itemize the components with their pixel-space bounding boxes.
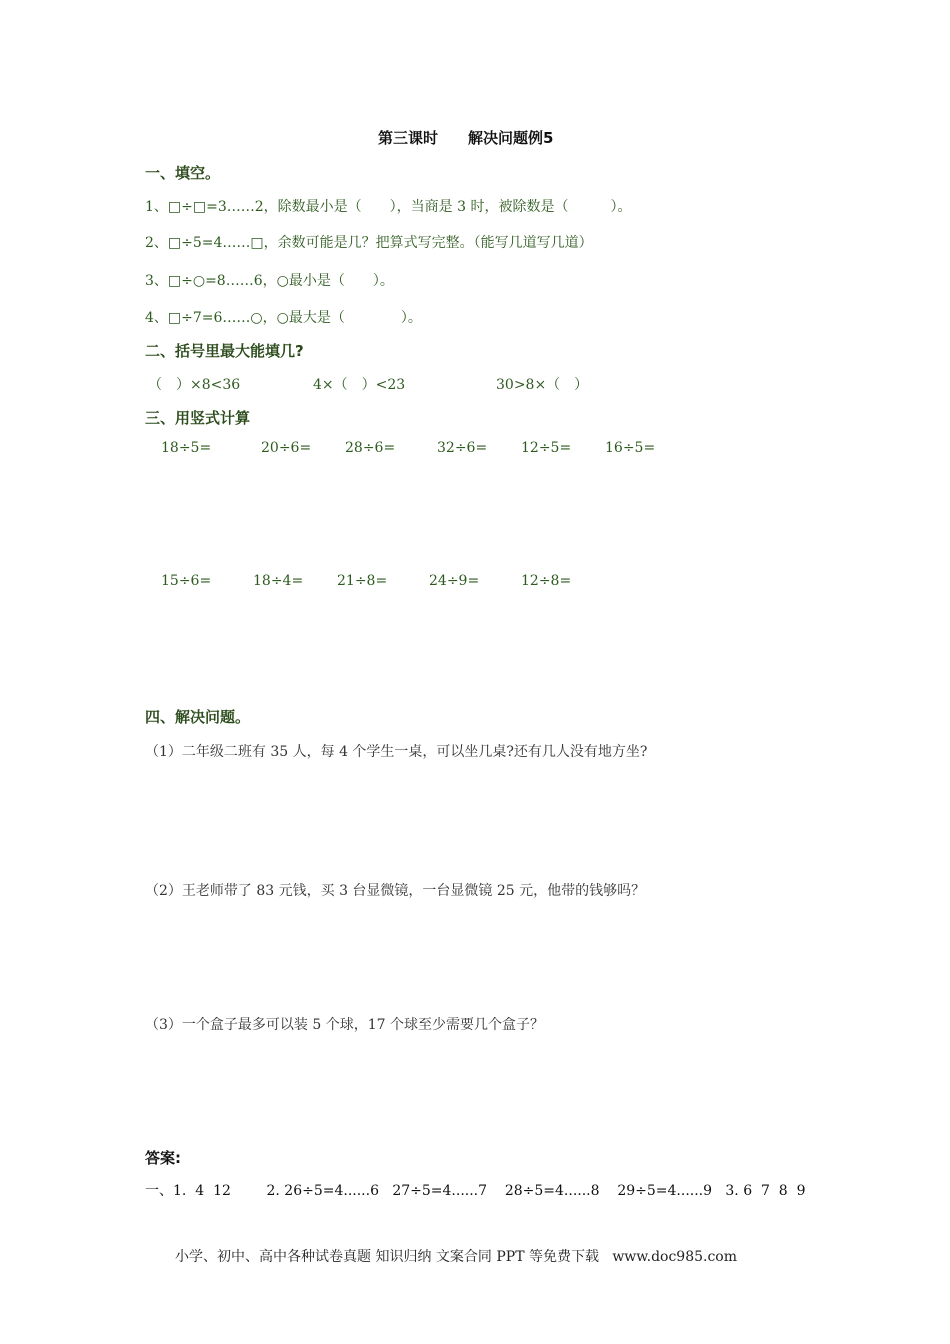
section-1-heading: 一、填空。 bbox=[145, 164, 221, 182]
calc-item: 18÷5= bbox=[161, 440, 212, 456]
calc-item: 24÷9= bbox=[429, 573, 480, 589]
calc-item: 28÷6= bbox=[345, 440, 396, 456]
section-2-heading: 二、括号里最大能填几? bbox=[145, 342, 304, 360]
page-footer: 小学、初中、高中各种试卷真题 知识归纳 文案合同 PPT 等免费下载 www.doc985.com bbox=[175, 1249, 738, 1265]
calc-item: 20÷6= bbox=[261, 440, 312, 456]
calc-item: 18÷4= bbox=[253, 573, 304, 589]
fill-question-3: 3、□÷○=8……6，○最小是（ ）。 bbox=[145, 273, 394, 289]
bracket-question-2: 4×（ ）<23 bbox=[313, 377, 406, 393]
fill-question-1: 1、□÷□=3……2，除数最小是（ ），当商是 3 时，被除数是（ ）。 bbox=[145, 199, 632, 215]
calc-item: 32÷6= bbox=[437, 440, 488, 456]
answers-line: 一、1. 4 12 2. 26÷5=4......6 27÷5=4......7 28÷5=4......8 29÷5=4......9 3. 6 7 8 9 bbox=[145, 1183, 806, 1199]
page-title: 第三课时 解决问题例5 bbox=[378, 129, 554, 147]
calc-item: 16÷5= bbox=[605, 440, 656, 456]
fill-question-2: 2、□÷5=4……□，余数可能是几？把算式写完整。（能写几道写几道） bbox=[145, 235, 593, 251]
fill-question-4: 4、□÷7=6……○，○最大是（ ）。 bbox=[145, 310, 422, 326]
section-3-heading: 三、用竖式计算 bbox=[145, 409, 251, 427]
calc-item: 12÷8= bbox=[521, 573, 572, 589]
calc-item: 15÷6= bbox=[161, 573, 212, 589]
bracket-question-1: （ ）×8<36 bbox=[148, 377, 241, 393]
word-problem-2: （2）王老师带了 83 元钱，买 3 台显微镜，一台显微镜 25 元，他带的钱够吗？ bbox=[145, 883, 646, 899]
word-problem-1: （1）二年级二班有 35 人，每 4 个学生一桌，可以坐几桌?还有几人没有地方坐? bbox=[145, 744, 648, 760]
section-4-heading: 四、解决问题。 bbox=[145, 708, 251, 726]
calc-item: 12÷5= bbox=[521, 440, 572, 456]
calc-item: 21÷8= bbox=[337, 573, 388, 589]
answers-heading: 答案: bbox=[145, 1149, 181, 1167]
word-problem-3: （3）一个盒子最多可以装 5 个球，17 个球至少需要几个盒子？ bbox=[145, 1017, 544, 1033]
bracket-question-3: 30>8×（ ） bbox=[496, 377, 589, 393]
